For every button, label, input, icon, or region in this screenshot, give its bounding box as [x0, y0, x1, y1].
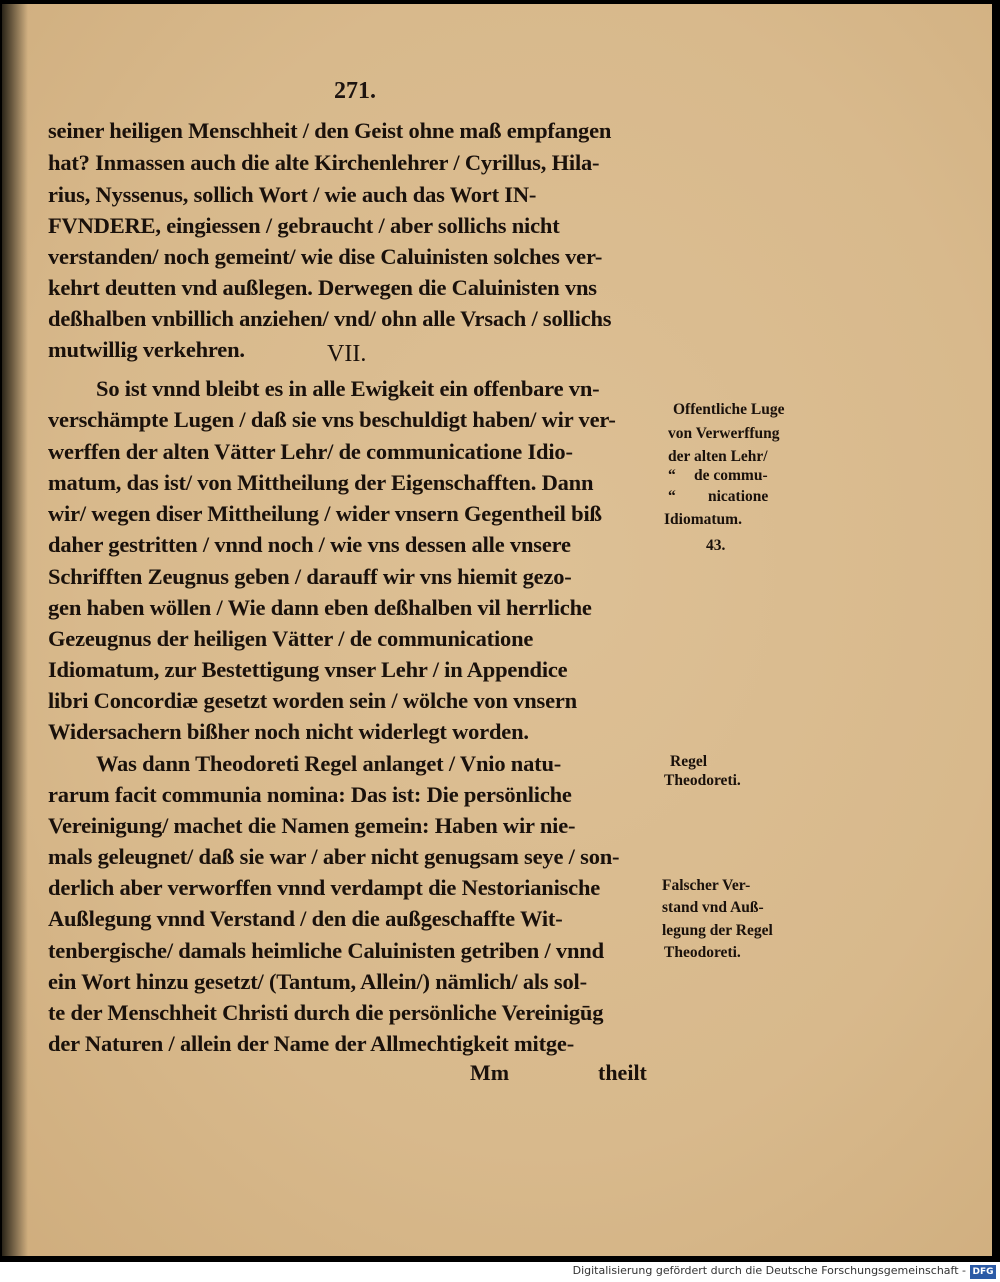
marginal-note-line: nicatione [708, 488, 769, 505]
text-line: FVNDERE, eingiessen / gebraucht / aber sollichs nicht [48, 213, 560, 238]
text-line: Vereinigung/ machet die Namen gemein: Haben wir nie- [48, 813, 576, 838]
quote-mark: “ [668, 488, 676, 505]
text-line: kehrt deutten vnd außlegen. Derwegen die Caluinisten vns [48, 275, 597, 300]
marginal-note-line: legung der Regel [662, 922, 773, 939]
dfg-logo-icon: DFG [970, 1265, 996, 1279]
text-line: verschämpte Lugen / daß sie vns beschuldigt haben/ wir ver- [48, 407, 616, 432]
text-line: mutwillig verkehren. [48, 337, 245, 362]
marginal-note-line: stand vnd Auß- [662, 899, 764, 916]
text-line: werffen der alten Vätter Lehr/ de communicatione Idio- [48, 439, 573, 464]
text-line: gen haben wöllen / Wie dann eben deßhalben vil herrliche [48, 595, 592, 620]
marginal-note-line: Falscher Ver- [662, 877, 751, 894]
text-line: deßhalben vnbillich anziehen/ vnd/ ohn alle Vrsach / sollichs [48, 306, 612, 331]
signature-mark: Mm [470, 1060, 510, 1085]
text-line: Schrifften Zeugnus geben / darauff wir vns hiemit gezo- [48, 564, 572, 589]
text-line: verstanden/ noch gemeint/ wie dise Caluinisten solches ver- [48, 244, 603, 269]
text-line: seiner heiligen Menschheit / den Geist ohne maß empfangen [48, 118, 612, 143]
text-line: daher gestritten / vnnd noch / wie vns dessen alle vnsere [48, 532, 571, 557]
text-line: Was dann Theodoreti Regel anlanget / Vnio natu- [96, 751, 562, 776]
catchword: theilt [598, 1060, 647, 1085]
marginal-note-line: Theodoreti. [664, 772, 741, 789]
text-line: Idiomatum, zur Bestettigung vnser Lehr / in Appendice [48, 657, 568, 682]
text-line: derlich aber verworffen vnnd verdampt die Nestorianische [48, 875, 601, 900]
marginal-note-line: Regel [670, 753, 708, 770]
binding-shadow [2, 4, 28, 1256]
footer-bar [0, 1262, 1000, 1282]
section-heading: VII. [327, 341, 367, 367]
text-line: te der Menschheit Christi durch die persönliche Vereinigūg [48, 1000, 604, 1025]
text-line: Außlegung vnnd Verstand / den die außgeschaffte Wit- [48, 906, 563, 931]
marginal-note-line: Theodoreti. [664, 944, 741, 961]
page-number: 271. [334, 78, 376, 104]
text-line: hat? Inmassen auch die alte Kirchenlehrer / Cyrillus, Hila- [48, 150, 600, 175]
marginal-note-line: Idiomatum. [664, 511, 742, 528]
marginal-note-number: 43. [706, 537, 726, 554]
funding-credit: Digitalisierung gefördert durch die Deutsche Forschungsgemeinschaft - [572, 1264, 966, 1277]
marginal-note-line: der alten Lehr/ [668, 448, 768, 465]
text-line: ein Wort hinzu gesetzt/ (Tantum, Allein/) nämlich/ als sol- [48, 969, 587, 994]
marginal-note-line: von Verwerffung [668, 425, 780, 442]
text-line: wir/ wegen diser Mittheilung / wider vnsern Gegentheil biß [48, 501, 602, 526]
text-line: matum, das ist/ von Mittheilung der Eigenschafften. Dann [48, 470, 594, 495]
text-line: mals geleugnet/ daß sie war / aber nicht genugsam seye / son- [48, 844, 620, 869]
text-line: tenbergische/ damals heimliche Caluinisten getriben / vnnd [48, 938, 604, 963]
marginal-note-line: de commu- [694, 467, 768, 484]
text-line: rarum facit communia nomina: Das ist: Die persönliche [48, 782, 572, 807]
text-line: So ist vnnd bleibt es in alle Ewigkeit ein offenbare vn- [96, 376, 600, 401]
marginal-note-line: Offentliche Luge [673, 401, 785, 418]
text-line: Gezeugnus der heiligen Vätter / de communicatione [48, 626, 534, 651]
text-line: Widersachern bißher noch nicht widerlegt worden. [48, 719, 529, 744]
text-line: rius, Nyssenus, sollich Wort / wie auch das Wort IN- [48, 182, 537, 207]
quote-mark: “ [668, 467, 676, 484]
text-line: der Naturen / allein der Name der Allmechtigkeit mitge- [48, 1031, 575, 1056]
text-line: libri Concordiæ gesetzt worden sein / wölche von vnsern [48, 688, 577, 713]
